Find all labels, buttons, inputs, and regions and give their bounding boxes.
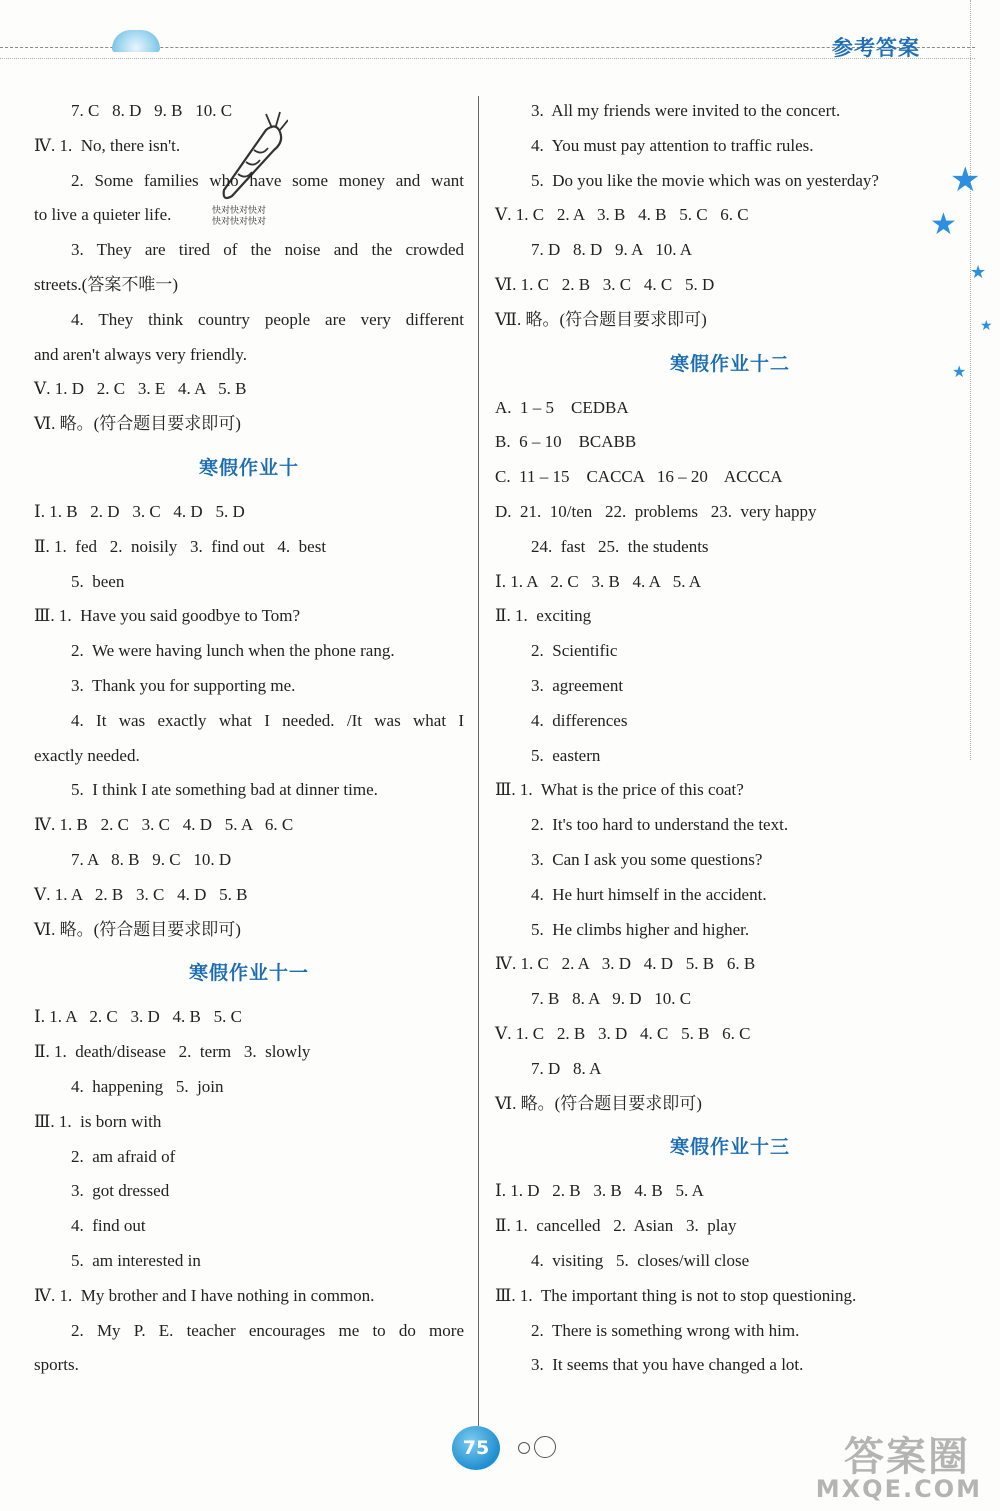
answer-line: 5. Do you like the movie which was on yesterday? bbox=[531, 170, 879, 190]
answer-line: Ⅱ. 1. exciting bbox=[495, 606, 592, 626]
watermark-logo bbox=[782, 1419, 992, 1511]
answer-line: 2. My P. E. teacher encourages me to do more bbox=[71, 1320, 464, 1340]
page-header-title: 参考答案 bbox=[832, 36, 920, 60]
answer-line: 7. B 8. A 9. D 10. C bbox=[531, 989, 692, 1009]
section-title: 寒假作业十一 bbox=[188, 962, 309, 985]
answer-line: Ⅲ. 1. What is the price of this coat? bbox=[495, 780, 744, 800]
answer-line: A. 1 – 5 CEDBA bbox=[495, 397, 629, 417]
decorative-circle bbox=[534, 1436, 556, 1458]
note-stamp-line: 快对快对快对 bbox=[212, 217, 267, 227]
answer-line: 4. It was exactly what I needed. /It was what I bbox=[71, 710, 464, 730]
section-title: 寒假作业十三 bbox=[669, 1136, 790, 1159]
answer-line: 4. You must pay attention to traffic rules. bbox=[531, 135, 814, 155]
answer-line: Ⅳ. 1. My brother and I have nothing in common. bbox=[34, 1285, 375, 1305]
answer-line: Ⅴ. 1. A 2. B 3. C 4. D 5. B bbox=[34, 884, 248, 904]
watermark-url-text: MXQE.COM bbox=[815, 1475, 982, 1503]
answer-line: Ⅵ. 略。(符合题目要求即可) bbox=[34, 414, 241, 434]
answer-line: and aren't always very friendly. bbox=[34, 344, 247, 364]
answer-line: 3. agreement bbox=[531, 675, 624, 695]
answer-line: 7. D 8. D 9. A 10. A bbox=[531, 240, 693, 260]
answer-line: Ⅱ. 1. cancelled 2. Asian 3. play bbox=[495, 1216, 737, 1236]
answer-line: streets.(答案不唯一) bbox=[34, 274, 179, 294]
answer-line: sports. bbox=[34, 1355, 79, 1375]
answer-line: C. 11 – 15 CACCA 16 – 20 ACCCA bbox=[495, 467, 783, 487]
star-icon: ★ bbox=[950, 162, 981, 199]
answer-line: 5. He climbs higher and higher. bbox=[531, 919, 750, 939]
answer-line: 2. There is something wrong with him. bbox=[531, 1320, 800, 1340]
column-divider bbox=[478, 96, 479, 1426]
answer-line: 7. C 8. D 9. B 10. C bbox=[71, 101, 233, 120]
answer-line: Ⅳ. 1. C 2. A 3. D 4. D 5. B 6. B bbox=[495, 954, 756, 974]
page-number-badge: 75 bbox=[452, 1426, 500, 1470]
star-icon: ★ bbox=[970, 262, 987, 282]
answer-line: 2. am afraid of bbox=[71, 1146, 176, 1166]
decorative-circle bbox=[518, 1442, 530, 1454]
answer-line: 2. Some families who have some money and want bbox=[71, 170, 464, 190]
answer-line: 3. Thank you for supporting me. bbox=[71, 675, 296, 695]
answer-line: D. 21. 10/ten 22. problems 23. very happy bbox=[495, 501, 817, 521]
answer-line: Ⅲ. 1. The important thing is not to stop questioning. bbox=[495, 1285, 857, 1305]
answer-line: 24. fast 25. the students bbox=[531, 536, 709, 556]
answer-line: Ⅰ. 1. A 2. C 3. B 4. A 5. A bbox=[495, 571, 702, 591]
answer-line: 4. They think country people are very different bbox=[71, 309, 464, 329]
answer-line: 2. It's too hard to understand the text. bbox=[531, 815, 789, 835]
left-answer-column bbox=[34, 94, 464, 1383]
star-icon: ★ bbox=[980, 319, 993, 334]
star-icon: ★ bbox=[930, 208, 957, 241]
answer-line: 4. find out bbox=[71, 1216, 146, 1236]
answer-line: B. 6 – 10 BCABB bbox=[495, 432, 637, 452]
answer-line: 7. A 8. B 9. C 10. D bbox=[71, 849, 232, 869]
answer-line: Ⅰ. 1. D 2. B 3. B 4. B 5. A bbox=[495, 1181, 704, 1201]
answer-line: Ⅰ. 1. B 2. D 3. C 4. D 5. D bbox=[34, 501, 245, 521]
answer-line: Ⅵ. 略。(符合题目要求即可) bbox=[495, 1093, 702, 1113]
answer-line: 4. happening 5. join bbox=[71, 1076, 224, 1096]
section-title: 寒假作业十二 bbox=[669, 352, 790, 375]
note-stamp-line: 快对快对快对 bbox=[212, 206, 267, 216]
answer-line: 3. Can I ask you some questions? bbox=[531, 849, 763, 869]
answer-line: Ⅳ. 1. No, there isn't. bbox=[34, 135, 181, 155]
answer-line: 4. visiting 5. closes/will close bbox=[531, 1250, 750, 1270]
answer-line: exactly needed. bbox=[34, 745, 140, 765]
right-answer-column bbox=[495, 94, 965, 1383]
answer-line: Ⅰ. 1. A 2. C 3. D 4. B 5. C bbox=[34, 1007, 242, 1027]
answer-line: 3. All my friends were invited to the concert. bbox=[531, 101, 841, 120]
star-icon: ★ bbox=[952, 364, 967, 381]
answer-line: 5. eastern bbox=[531, 745, 601, 765]
answer-line: Ⅲ. 1. is born with bbox=[34, 1111, 162, 1131]
answer-line: Ⅳ. 1. B 2. C 3. C 4. D 5. A 6. C bbox=[34, 815, 294, 835]
answer-line: 2. Scientific bbox=[531, 641, 618, 661]
answer-line: 3. got dressed bbox=[71, 1181, 170, 1201]
answer-line: 4. differences bbox=[531, 710, 628, 730]
answer-line: 7. D 8. A bbox=[531, 1058, 602, 1078]
answer-line: Ⅵ. 略。(符合题目要求即可) bbox=[34, 919, 241, 939]
answer-line: Ⅴ. 1. C 2. B 3. D 4. C 5. B 6. C bbox=[495, 1023, 751, 1043]
watermark-cn-text: 答案圈 bbox=[844, 1434, 970, 1480]
answer-line: 4. He hurt himself in the accident. bbox=[531, 884, 767, 904]
answer-line: to live a quieter life. bbox=[34, 205, 172, 225]
answer-line: 5. am interested in bbox=[71, 1250, 201, 1270]
header-dotted-rule bbox=[0, 58, 975, 59]
answer-line: Ⅶ. 略。(符合题目要求即可) bbox=[495, 309, 707, 329]
answer-line: Ⅱ. 1. death/disease 2. term 3. slowly bbox=[34, 1042, 311, 1062]
answer-line: 5. been bbox=[71, 571, 125, 591]
answer-line: Ⅱ. 1. fed 2. noisily 3. find out 4. best bbox=[34, 536, 327, 556]
answer-line: Ⅴ. 1. C 2. A 3. B 4. B 5. C 6. C bbox=[495, 205, 749, 225]
answer-line: 3. It seems that you have changed a lot. bbox=[531, 1355, 804, 1375]
header-cloud-ornament bbox=[112, 30, 160, 52]
right-margin-rule bbox=[970, 0, 971, 760]
answer-line: Ⅴ. 1. D 2. C 3. E 4. A 5. B bbox=[34, 379, 247, 399]
answer-line: Ⅲ. 1. Have you said goodbye to Tom? bbox=[34, 606, 301, 626]
section-title: 寒假作业十 bbox=[198, 456, 299, 479]
answer-line: Ⅵ. 1. C 2. B 3. C 4. C 5. D bbox=[495, 274, 715, 294]
answer-line: 5. I think I ate something bad at dinner time. bbox=[71, 780, 378, 800]
answer-line: 3. They are tired of the noise and the crowded bbox=[71, 240, 464, 260]
answer-line: 2. We were having lunch when the phone rang. bbox=[71, 641, 395, 661]
